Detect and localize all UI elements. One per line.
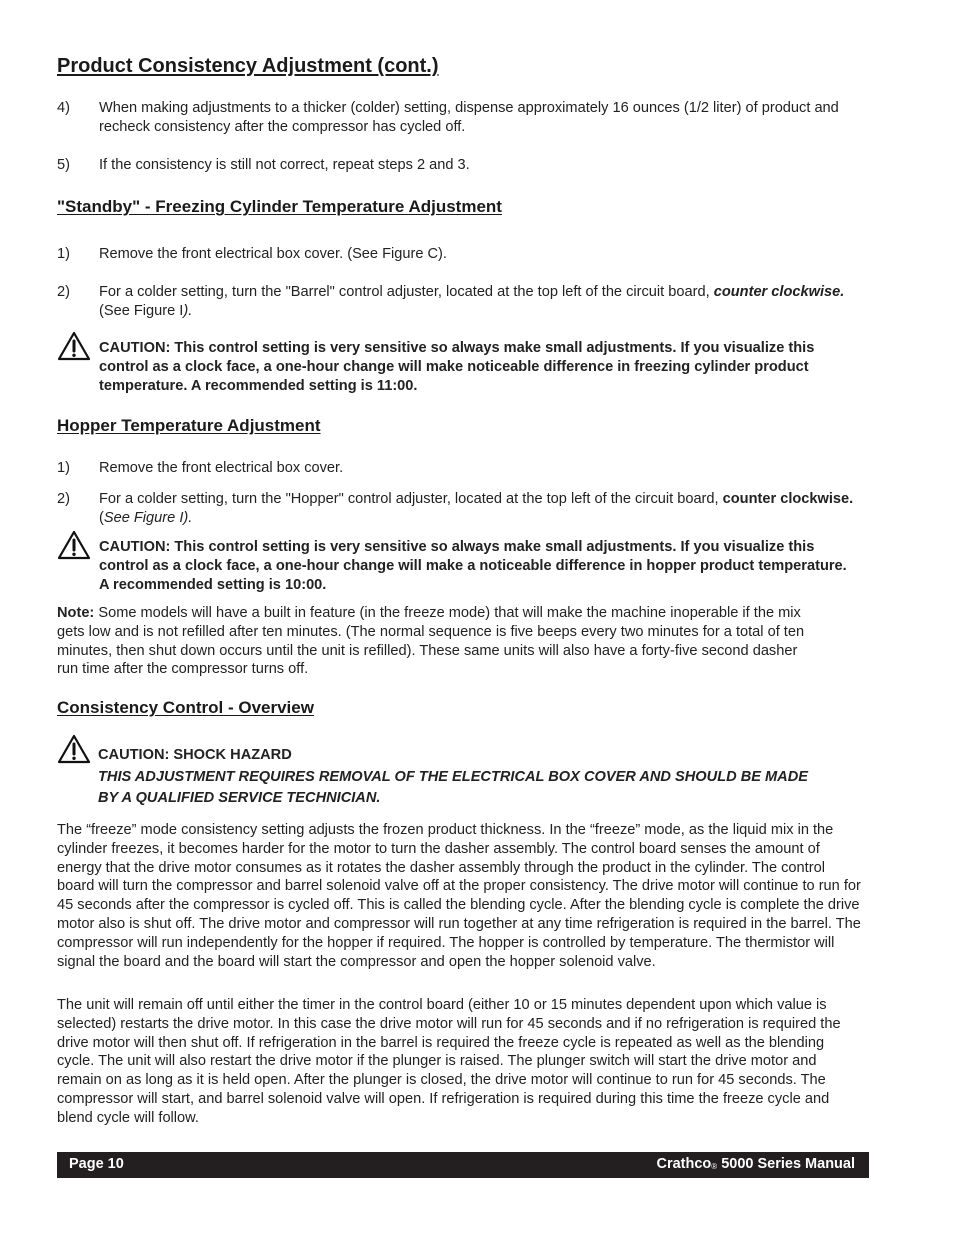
caution-text: CAUTION: This control setting is very sensitive so always make small adjustments. If you visualize this control as a clock face, a one-hour change will make a noticeable difference in hopper product temperature. A recommended setting is 10:00.	[99, 539, 847, 593]
warning-triangle-icon	[57, 530, 91, 560]
manual-title	[656, 1154, 855, 1176]
step-text: When making adjustments to a thicker (colder) setting, dispense approximately 16 ounces (1/2 liter) of product and recheck consistency after the compressor has cycled off.	[99, 100, 839, 135]
step-text-part: (	[99, 509, 104, 526]
warning-triangle-icon	[57, 331, 91, 361]
brand-name: Crathco	[656, 1156, 712, 1172]
page-number: Page 10	[69, 1156, 124, 1172]
manual-name: 5000 Series Manual	[717, 1156, 855, 1172]
caution-text: CAUTION: This control setting is very sensitive so always make small adjustments. If you visualize this control as a clock face, a one-hour change will make noticeable difference in freezing cylinder product temperature. A recommended setting is 11:00.	[99, 340, 815, 394]
list-item	[57, 490, 857, 528]
overview-paragraph: The unit will remain off until either the timer in the control board (either 10 or 15 minutes dependent upon which value is selected) restarts the drive motor. In this case the drive motor will run for 45 seconds and if no refrigeration is required the drive motor will then shut off. If refrigeration in the barrel is required the freeze cycle is repeated as well as the blending cycle. The unit will also restart the drive motor if the plunger is raised. The plunger switch will start the drive motor and remain on as long as it is held open. After the plunger is closed, the drive motor will continue to run for 45 seconds. The compressor will start, and barrel solenoid valve will open. If refrigeration is required during this time the freeze cycle and blend cycle will follow.	[57, 997, 841, 1126]
step-number: 5)	[57, 157, 70, 173]
step-text-part: (See Figure I	[99, 302, 184, 319]
overview-heading: Consistency Control - Overview	[57, 698, 314, 717]
note-paragraph	[57, 604, 817, 679]
step-number: 1)	[57, 246, 70, 262]
page-footer	[57, 1152, 869, 1178]
step-text-part: For a colder setting, turn the "Hopper" control adjuster, located at the top left of the circuit board,	[99, 491, 723, 507]
emphasis-text: counter clockwise.	[722, 491, 854, 507]
step-number: 2)	[57, 491, 70, 507]
hopper-heading: Hopper Temperature Adjustment	[57, 416, 321, 435]
list-item	[57, 99, 857, 137]
note-text: Some models will have a built in feature (in the freeze mode) that will make the machine inoperable if the mix gets low and is not refilled after ten minutes. (The normal sequence is five beeps every two minutes for a total of ten minutes, then shut down occurs until the unit is refilled). These same units will also have a forty-five second dasher run time after the compressor turns off.	[57, 605, 805, 678]
step-text: If the consistency is still not correct, repeat steps 2 and 3.	[99, 157, 470, 173]
step-text	[99, 283, 857, 321]
list-item	[57, 245, 857, 264]
warning-triangle-icon	[57, 734, 91, 764]
list-item	[57, 283, 857, 321]
list-item	[57, 156, 857, 175]
step-text-part: For a colder setting, turn the "Barrel" control adjuster, located at the top left of the circuit board,	[99, 284, 714, 300]
page-title: Product Consistency Adjustment (cont.)	[57, 55, 439, 77]
shock-hazard-title: CAUTION: SHOCK HAZARD	[98, 747, 292, 763]
step-text	[99, 490, 857, 528]
step-text: Remove the front electrical box cover.	[99, 460, 344, 476]
step-text-part: See Figure I).	[103, 509, 193, 526]
note-label: Note:	[57, 605, 95, 621]
step-text-part: ).	[183, 302, 193, 319]
emphasis-text: counter clockwise.	[713, 284, 845, 300]
step-number: 4)	[57, 100, 70, 116]
registered-mark: ®	[711, 1162, 718, 1171]
list-item	[57, 459, 857, 478]
caution-block	[57, 538, 857, 594]
step-number: 2)	[57, 284, 70, 300]
shock-hazard-body: THIS ADJUSTMENT REQUIRES REMOVAL OF THE ELECTRICAL BOX COVER AND SHOULD BE MADE BY A QUALIFIED SERVICE TECHNICIAN.	[98, 769, 808, 806]
step-number: 1)	[57, 460, 70, 476]
overview-paragraph: The “freeze” mode consistency setting adjusts the frozen product thickness. In the “freeze” mode, as the liquid mix in the cylinder freezes, it becomes harder for the motor to turn the dasher assembly. The control board senses the amount of energy that the drive motor consumes as it rotates the dasher assembly through the product in the cylinder. The control board will turn the compressor and barrel solenoid valve off at the proper consistency. The drive motor will continue to run for 45 seconds after the compressor is cycled off. This is called the blending cycle. After the blending cycle is complete the drive motor also is shut off. The drive motor and compressor will run together at any time refrigeration is required in the barrel. The compressor will run independently for the hopper if required. The hopper is controlled by temperature. The thermistor will signal the board and the board will start the compressor and open the hopper solenoid valve.	[57, 822, 861, 970]
step-text: Remove the front electrical box cover. (See Figure C).	[99, 246, 447, 262]
standby-heading: "Standby" - Freezing Cylinder Temperature Adjustment	[57, 197, 502, 216]
caution-block	[57, 339, 857, 395]
